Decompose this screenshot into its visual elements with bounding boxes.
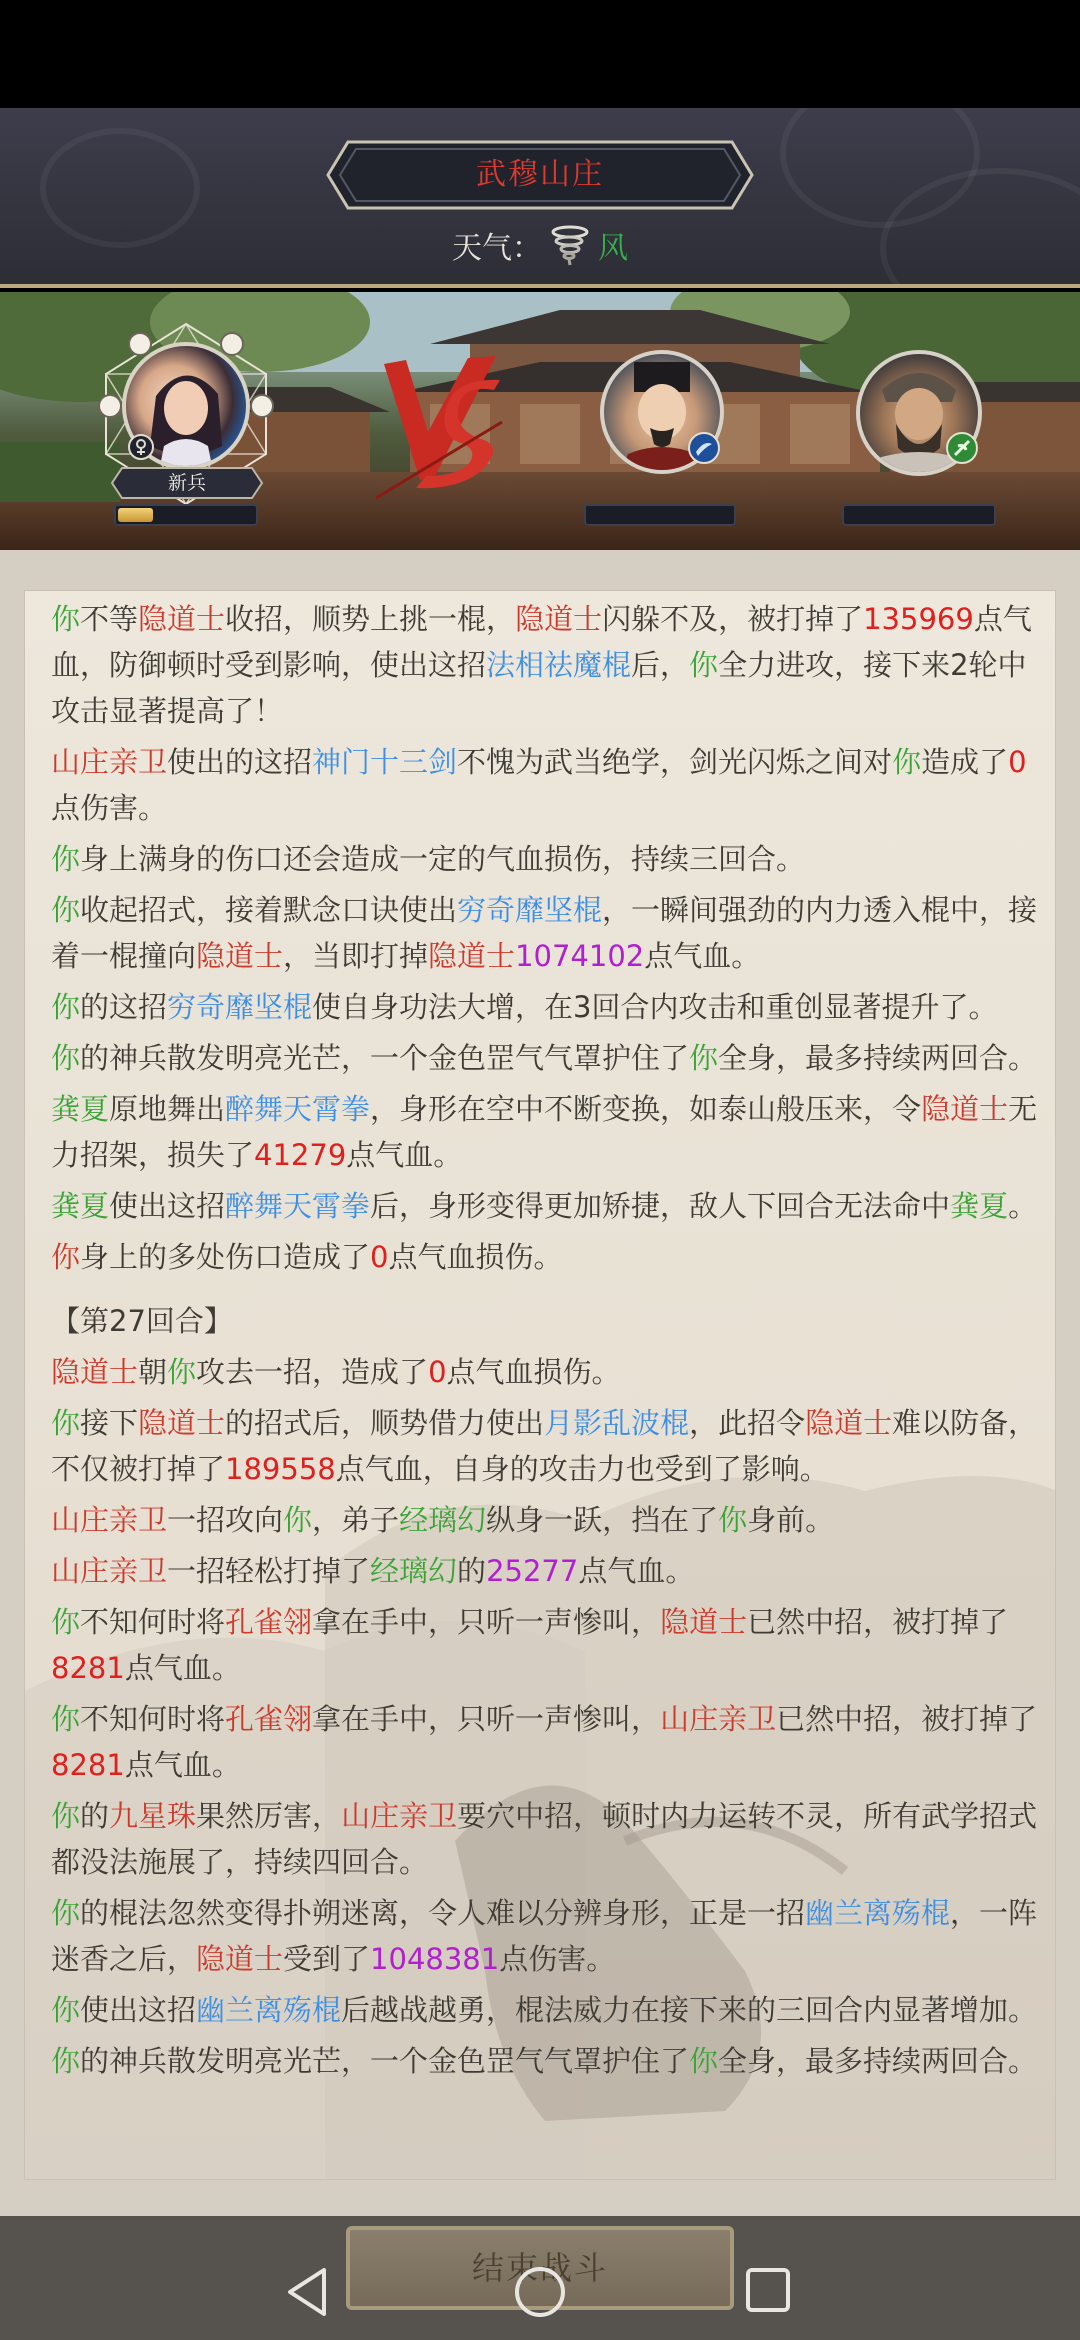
whirlwind-icon: [548, 223, 592, 267]
damage-value: 41279: [254, 1138, 347, 1172]
actor-name: 隐道士: [196, 1942, 284, 1976]
actor-name: 你: [689, 648, 719, 682]
log-entry: [51, 1400, 1041, 1492]
log-text: 收招，顺势上挑一棍，: [225, 602, 516, 636]
battle-scene: [0, 292, 1080, 550]
actor-name: 龚夏: [51, 1189, 110, 1223]
actor-name: 孔雀翎: [225, 1702, 313, 1736]
log-entry: [51, 1987, 1041, 2033]
log-entry: [51, 2038, 1041, 2084]
recents-square-icon[interactable]: [744, 2266, 792, 2316]
log-text: 使出的这招: [167, 745, 313, 779]
skill-name: 醉舞天霄拳: [225, 1092, 371, 1126]
log-text: 果然厉害，: [196, 1799, 342, 1833]
fire-element-icon: [128, 434, 154, 460]
skill-name: 穷奇靡坚棍: [457, 893, 603, 927]
actor-name: 山庄亲卫: [51, 1503, 168, 1537]
actor-name: 你: [51, 1799, 81, 1833]
actor-name: 龚夏: [51, 1092, 110, 1126]
log-text: 点伤害。: [499, 1942, 616, 1976]
actor-name: 经璃幻: [370, 1554, 458, 1588]
battle-log-panel[interactable]: [24, 590, 1056, 2180]
damage-value: 0: [1008, 745, 1027, 779]
log-text: 的神兵散发明亮光芒，一个金色罡气气罩护住了: [80, 2044, 690, 2078]
battle-header: [0, 108, 1080, 288]
actor-name: 你: [51, 1993, 81, 2027]
log-entry: [51, 1497, 1041, 1543]
actor-name: 山庄亲卫: [51, 1554, 168, 1588]
log-text: 身上的多处伤口造成了: [80, 1240, 371, 1274]
log-text: 点气血损伤。: [446, 1355, 621, 1389]
log-text: 身上满身的伤口还会造成一定的气血损伤，持续三回合。: [80, 842, 806, 876]
actor-name: 隐道士: [921, 1092, 1009, 1126]
log-text: 后，身形变得更加矫捷，敌人下回合无法命中: [370, 1189, 951, 1223]
actor-name: 你: [51, 1605, 81, 1639]
log-text: 点伤害。: [51, 791, 168, 825]
actor-name: 你: [51, 990, 81, 1024]
weather-value: 风: [598, 231, 628, 266]
damage-value: 0: [428, 1355, 447, 1389]
log-text: 一招轻松打掉了: [167, 1554, 371, 1588]
log-text: 点气血损伤。: [388, 1240, 563, 1274]
actor-name: 你: [51, 893, 81, 927]
log-text: 已然中招，被打掉了: [776, 1702, 1038, 1736]
log-text: 点气血，防御顿时受到影响，使出这招: [51, 602, 1032, 682]
weather-row: [0, 220, 1080, 270]
weather-label: 天气：: [452, 231, 542, 266]
actor-name: 你: [51, 1702, 81, 1736]
log-text: 不愧为武当绝学，剑光闪烁之间对: [457, 745, 893, 779]
log-text: ，当即打掉: [283, 939, 429, 973]
actor-name: 你: [892, 745, 922, 779]
actor-name: 你: [283, 1503, 313, 1537]
actor-name: 隐道士: [428, 939, 516, 973]
log-text: 点气血。: [124, 1748, 241, 1782]
actor-name: 你: [51, 602, 81, 636]
battle-log-list: [51, 591, 1041, 2084]
enemy-2-hp-bar: [842, 504, 996, 526]
log-text: ，一瞬间强劲的内力透入棍中，接着一棍撞向: [51, 893, 1038, 973]
actor-name: 你: [689, 1041, 719, 1075]
actor-name: 你: [689, 2044, 719, 2078]
log-entry: [51, 1349, 1041, 1395]
log-text: 拿在手中，只听一声惨叫，: [312, 1702, 661, 1736]
log-text: 的神兵散发明亮光芒，一个金色罡气气罩护住了: [80, 1041, 690, 1075]
log-text: 不知何时将: [80, 1605, 226, 1639]
log-text: 攻去一招，造成了: [196, 1355, 429, 1389]
log-text: 点气血。: [124, 1651, 241, 1685]
log-text: 。: [1008, 1189, 1038, 1223]
log-entry: [51, 984, 1041, 1030]
skill-name: 穷奇靡坚棍: [167, 990, 313, 1024]
log-text: 无力招架，损失了: [51, 1092, 1038, 1172]
log-text: 使出这招: [109, 1189, 226, 1223]
back-triangle-icon[interactable]: [284, 2266, 330, 2318]
actor-name: 你: [51, 1041, 81, 1075]
log-entry: [51, 1086, 1041, 1178]
log-text: 原地舞出: [109, 1092, 226, 1126]
actor-name: 你: [51, 1240, 81, 1274]
log-entry: [51, 1548, 1041, 1594]
damage-value: 25277: [486, 1554, 579, 1588]
status-bar: [0, 0, 1080, 108]
log-text: 点气血。: [346, 1138, 463, 1172]
log-text: ，弟子: [312, 1503, 400, 1537]
bottom-bar: [0, 2216, 1080, 2340]
actor-name: 你: [167, 1355, 197, 1389]
log-text: 身前。: [747, 1503, 835, 1537]
actor-name: 你: [51, 2044, 81, 2078]
log-entry: [51, 1696, 1041, 1788]
log-text: 收起招式，接着默念口诀使出: [80, 893, 458, 927]
log-entry: [51, 1599, 1041, 1691]
log-text: ，一阵迷香之后，: [51, 1896, 1038, 1976]
actor-name: 隐道士: [138, 1406, 226, 1440]
damage-value: 8281: [51, 1651, 125, 1685]
skill-name: 神门十三剑: [312, 745, 458, 779]
log-entry: [51, 1183, 1041, 1229]
location-plate: [326, 140, 754, 210]
actor-name: 山庄亲卫: [660, 1702, 777, 1736]
log-text: 使自身功法大增，在3回合内攻击和重创显著提升了。: [312, 990, 998, 1024]
log-text: ，身形在空中不断变换，如泰山般压来，令: [370, 1092, 922, 1126]
log-text: 全力进攻，接下来2轮中攻击显著提高了！: [51, 648, 1027, 728]
actor-name: 你: [51, 1896, 81, 1930]
log-text: 【第27回合】: [51, 1304, 233, 1338]
battle-log-area: [0, 550, 1080, 2216]
log-text: 使出这招: [80, 1993, 197, 2027]
actor-name: 隐道士: [660, 1605, 748, 1639]
log-entry: [51, 887, 1041, 979]
skill-name: 幽兰离殇棍: [805, 1896, 951, 1930]
actor-name: 你: [51, 1406, 81, 1440]
actor-name: 你: [51, 842, 81, 876]
damage-value: 8281: [51, 1748, 125, 1782]
water-element-icon: [688, 432, 720, 464]
actor-name: 山庄亲卫: [341, 1799, 458, 1833]
log-text: 已然中招，被打掉了: [747, 1605, 1009, 1639]
actor-name: 山庄亲卫: [51, 745, 168, 779]
skill-name: 醉舞天霄拳: [225, 1189, 371, 1223]
log-text: 点气血。: [578, 1554, 695, 1588]
damage-value: 1074102: [515, 939, 645, 973]
log-text: 全身，最多持续两回合。: [718, 2044, 1038, 2078]
log-entry: [51, 596, 1041, 734]
actor-name: 孔雀翎: [225, 1605, 313, 1639]
log-text: 点气血。: [644, 939, 761, 973]
log-text: 闪躲不及，被打掉了: [602, 602, 864, 636]
rank-label: 新兵: [167, 472, 206, 494]
player-hp-bar: [114, 504, 258, 526]
log-text: 的: [80, 1799, 110, 1833]
actor-name: 隐道士: [805, 1406, 893, 1440]
actor-name: 隐道士: [196, 939, 284, 973]
log-entry: [51, 1793, 1041, 1885]
log-text: 接下: [80, 1406, 139, 1440]
actor-name: 隐道士: [51, 1355, 139, 1389]
log-entry: [51, 1035, 1041, 1081]
player-hp-fill: [118, 508, 153, 522]
log-text: 难以防备，不仅被打掉了: [51, 1406, 1038, 1486]
log-entry: [51, 836, 1041, 882]
log-entry: [51, 739, 1041, 831]
log-text: 造成了: [921, 745, 1009, 779]
log-text: 的棍法忽然变得扑朔迷离，令人难以分辨身形，正是一招: [80, 1896, 806, 1930]
damage-value: 0: [370, 1240, 389, 1274]
log-text: 不知何时将: [80, 1702, 226, 1736]
end-battle-button[interactable]: 结束战斗: [346, 2226, 734, 2310]
actor-name: 经璃幻: [399, 1503, 487, 1537]
log-entry: [51, 1234, 1041, 1280]
damage-value: 189558: [225, 1452, 336, 1486]
log-text: 朝: [138, 1355, 168, 1389]
log-text: ，此招令: [689, 1406, 806, 1440]
actor-name: 九星珠: [109, 1799, 197, 1833]
log-text: 受到了: [283, 1942, 371, 1976]
log-text: 的这招: [80, 990, 168, 1024]
log-text: 后越战越勇，棍法威力在接下来的三回合内显著增加。: [341, 1993, 1038, 2027]
rank-plate: [110, 466, 264, 500]
log-text: 全身，最多持续两回合。: [718, 1041, 1038, 1075]
home-circle-icon[interactable]: [512, 2266, 568, 2322]
log-entry: [51, 1890, 1041, 1982]
log-text: 的: [457, 1554, 487, 1588]
actor-name: 龚夏: [950, 1189, 1009, 1223]
damage-value: 135969: [863, 602, 974, 636]
log-text: 要穴中招，顿时内力运转不灵，所有武学招式都没法施展了，持续四回合。: [51, 1799, 1038, 1879]
log-text: 拿在手中，只听一声惨叫，: [312, 1605, 661, 1639]
actor-name: 你: [718, 1503, 748, 1537]
skill-name: 法相祛魔棍: [486, 648, 632, 682]
wood-element-icon: [946, 432, 978, 464]
round-header: [51, 1298, 1041, 1344]
actor-name: 隐道士: [138, 602, 226, 636]
log-text: 不等: [80, 602, 139, 636]
skill-name: 幽兰离殇棍: [196, 1993, 342, 2027]
log-text: 的招式后，顺势借力使出: [225, 1406, 545, 1440]
vs-emblem: [376, 350, 506, 500]
actor-name: 隐道士: [515, 602, 603, 636]
log-text: 一招攻向: [167, 1503, 284, 1537]
skill-name: 月影乱波棍: [544, 1406, 690, 1440]
log-text: 后，: [631, 648, 690, 682]
log-text: 纵身一跃，挡在了: [486, 1503, 719, 1537]
damage-value: 1048381: [370, 1942, 500, 1976]
location-title: 武穆山庄: [476, 157, 604, 192]
enemy-1-hp-bar: [584, 504, 736, 526]
log-text: 点气血，自身的攻击力也受到了影响。: [335, 1452, 829, 1486]
